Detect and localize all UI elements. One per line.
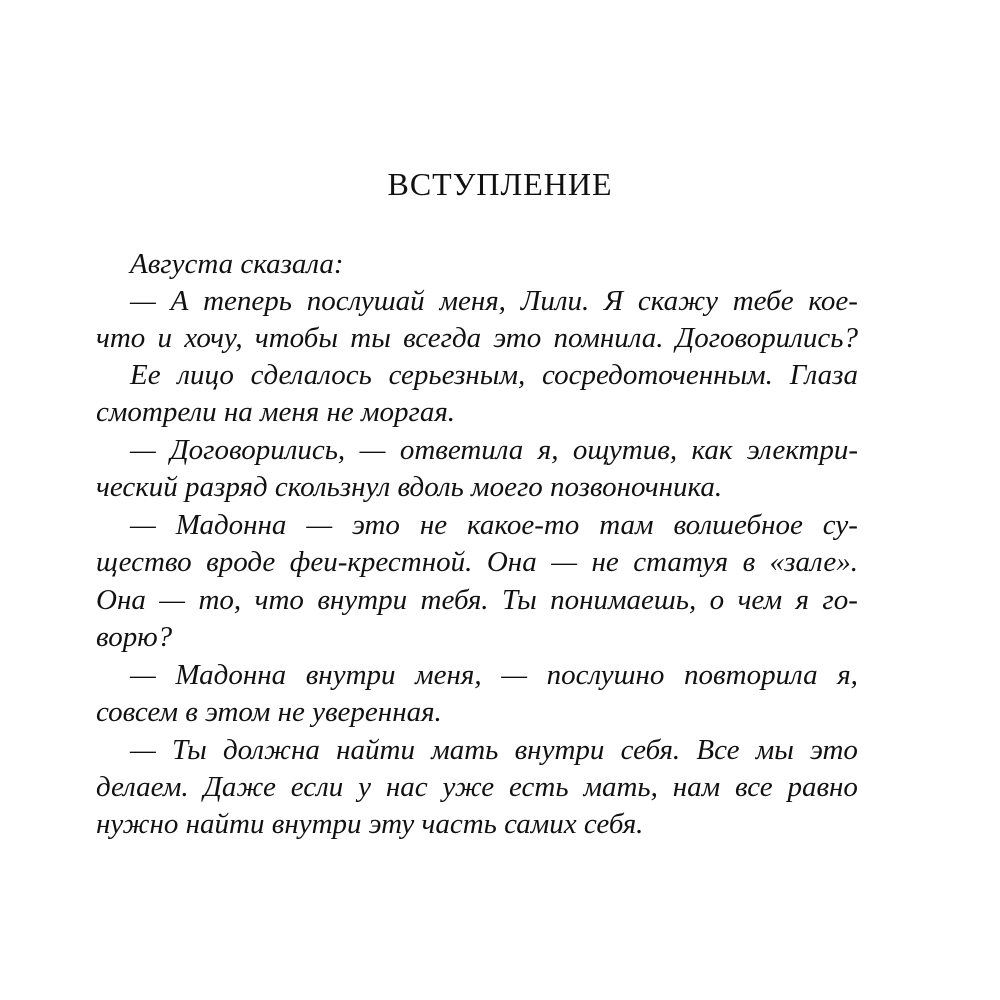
word: себя. xyxy=(620,734,681,766)
word: ощутив, xyxy=(572,434,678,466)
word: — xyxy=(130,734,156,766)
text-line: ческий разряд скользнул вдоль моего позвоночника. xyxy=(96,471,723,503)
word: меня, xyxy=(439,285,506,317)
text-line xyxy=(130,357,858,393)
word: сделалось xyxy=(250,359,372,391)
word: равно xyxy=(787,771,858,803)
word: делаем. xyxy=(96,771,189,803)
text-line xyxy=(96,582,858,618)
word: то, xyxy=(198,584,242,616)
word: нам xyxy=(672,771,721,803)
word: там xyxy=(599,509,654,541)
word: — xyxy=(359,434,386,466)
word: что xyxy=(96,322,146,354)
word: это xyxy=(352,509,400,541)
word: Глаза xyxy=(789,359,858,391)
word: уже xyxy=(442,771,495,803)
word: я, xyxy=(837,659,858,691)
word: мы xyxy=(755,734,794,766)
word: послушно xyxy=(546,659,665,691)
word: послушай xyxy=(306,285,425,317)
text-line xyxy=(130,657,858,693)
text-line: совсем в этом не уверенная. xyxy=(96,696,442,728)
word: есть xyxy=(509,771,569,803)
word: Ты xyxy=(172,734,207,766)
word: Все xyxy=(696,734,740,766)
word: сосредоточенным. xyxy=(542,359,773,391)
word: тебе xyxy=(732,285,794,317)
text-line xyxy=(130,283,858,319)
word: щество xyxy=(96,546,192,578)
word: Ее xyxy=(130,359,161,391)
word: вроде xyxy=(206,546,276,578)
word: чтобы xyxy=(254,322,339,354)
word: скажу xyxy=(637,285,718,317)
word: ты xyxy=(350,322,391,354)
word: Она xyxy=(96,584,146,616)
word: у xyxy=(358,771,372,803)
word: не xyxy=(419,509,448,541)
word: — xyxy=(551,546,577,578)
word: мать, xyxy=(583,771,658,803)
word: чем xyxy=(737,584,783,616)
word: кое- xyxy=(808,285,858,317)
word: ответила xyxy=(399,434,524,466)
word: Ты xyxy=(501,584,537,616)
word: понимаешь, xyxy=(550,584,697,616)
word: внутри xyxy=(305,659,396,691)
word: — xyxy=(130,509,156,541)
word: в xyxy=(742,546,756,578)
word: Договорились, xyxy=(170,434,346,466)
word: теперь xyxy=(203,285,292,317)
word: — xyxy=(130,434,156,466)
word: су- xyxy=(822,509,858,541)
word: повторила xyxy=(684,659,818,691)
chapter-title: ВСТУПЛЕНИЕ xyxy=(387,166,613,202)
word: хочу, xyxy=(184,322,243,354)
word: как xyxy=(691,434,733,466)
word: всегда xyxy=(403,322,482,354)
word: — xyxy=(501,659,528,691)
word: нас xyxy=(385,771,428,803)
word: если xyxy=(290,771,344,803)
word: волшебное xyxy=(673,509,803,541)
word: внутри xyxy=(514,734,605,766)
word: феи-крестной. xyxy=(289,546,473,578)
word: Даже xyxy=(203,771,276,803)
text-line xyxy=(130,507,858,543)
word: статуя xyxy=(633,546,729,578)
text-line xyxy=(96,544,858,580)
word: «зале». xyxy=(769,546,858,578)
word: внутри xyxy=(317,584,408,616)
word: — xyxy=(130,285,156,317)
word: лицо xyxy=(177,359,234,391)
word: Лили. xyxy=(520,285,590,317)
word: все xyxy=(735,771,773,803)
word: Мадонна xyxy=(175,659,287,691)
text-line xyxy=(96,769,858,805)
text-line: смотрели на меня не моргая. xyxy=(96,396,456,428)
word: Я xyxy=(604,285,624,317)
word: меня, xyxy=(415,659,482,691)
word: не xyxy=(591,546,619,578)
word: и xyxy=(157,322,173,354)
text-line: нужно найти внутри эту часть самих себя. xyxy=(96,808,644,840)
word: это xyxy=(493,322,542,354)
text-line xyxy=(96,320,858,356)
word: А xyxy=(170,285,189,317)
word: Договорились? xyxy=(675,322,858,354)
word: серьезным, xyxy=(388,359,526,391)
word: какое-то xyxy=(467,509,580,541)
word: — xyxy=(159,584,186,616)
word: — xyxy=(130,659,156,691)
word: я xyxy=(795,584,809,616)
text-line xyxy=(130,732,858,768)
word: что xyxy=(254,584,304,616)
word: я, xyxy=(537,434,559,466)
text-line xyxy=(130,432,858,468)
word: должна xyxy=(222,734,320,766)
word: найти xyxy=(336,734,415,766)
text-line: Августа сказала: xyxy=(130,248,344,280)
text-line: ворю? xyxy=(96,621,173,653)
word: о xyxy=(709,584,725,616)
word: Мадонна xyxy=(175,509,287,541)
word: Она xyxy=(486,546,537,578)
word: мать xyxy=(431,734,499,766)
word: тебя. xyxy=(420,584,489,616)
word: электри- xyxy=(746,434,858,466)
word: помнила. xyxy=(553,322,664,354)
word: это xyxy=(810,734,858,766)
word: — xyxy=(306,509,333,541)
word: го- xyxy=(822,584,858,616)
